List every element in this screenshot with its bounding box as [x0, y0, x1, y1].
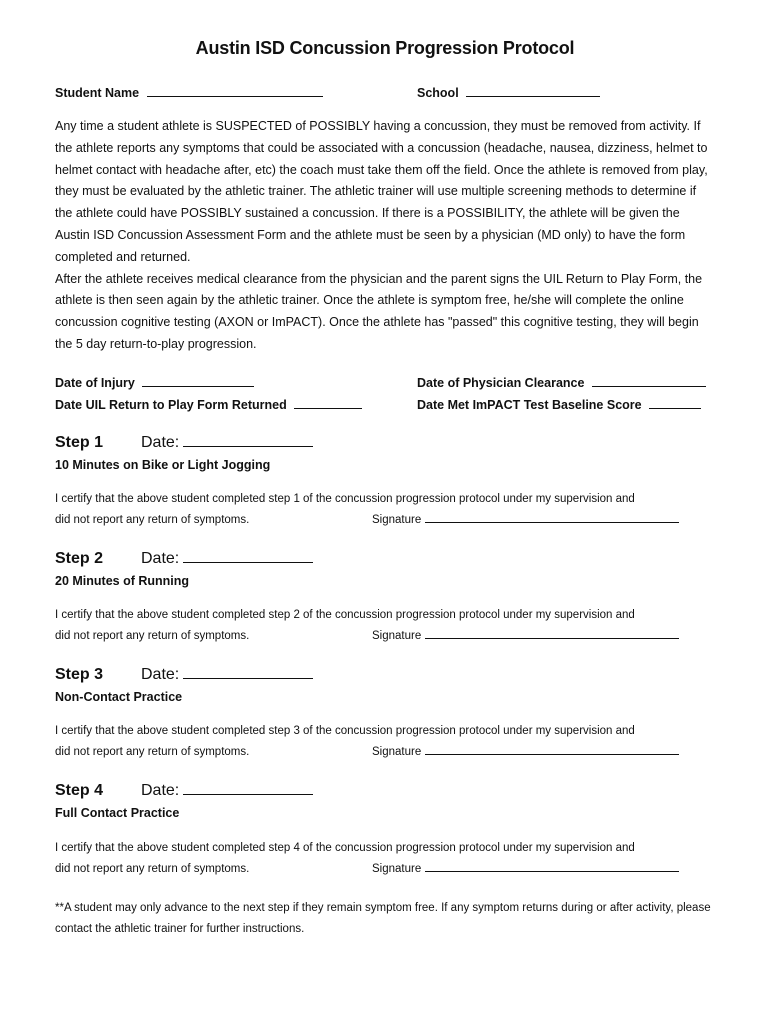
step-3-date-label: Date:: [141, 666, 180, 683]
step-3-signature-label: Signature: [372, 745, 422, 758]
step-1-certify-line-2: did not report any return of symptoms.: [55, 513, 250, 526]
step-4-date-label: Date:: [141, 782, 180, 799]
step-1-date-label: Date:: [141, 434, 180, 451]
step-1-date-blank[interactable]: [183, 432, 313, 447]
step-3-heading: [55, 664, 313, 684]
step-4-date-blank[interactable]: [183, 780, 313, 795]
step-4-certify-line-1: I certify that the above student completed step 4 of the concussion progression protocol under my supervision and: [55, 842, 635, 854]
step-4-certify-row-2: [55, 859, 725, 880]
step-3-signature: [372, 742, 679, 763]
step-1-activity: 10 Minutes on Bike or Light Jogging: [55, 458, 271, 472]
step-1-certify-line-1: I certify that the above student completed step 1 of the concussion progression protocol under my supervision and: [55, 493, 635, 505]
footnote: **A student may only advance to the next step if they remain symptom free. If any symptom returns during or after activity, please contact the athletic trainer for further instructions.: [55, 902, 711, 935]
step-2-signature-label: Signature: [372, 629, 422, 642]
student-name-field: [55, 84, 323, 100]
step-3-activity: Non-Contact Practice: [55, 690, 183, 704]
step-1-certification: [55, 489, 725, 530]
step-4-certification: [55, 838, 725, 879]
step-4-heading: [55, 780, 313, 800]
uil-form-date-blank[interactable]: [294, 396, 362, 409]
step-3-certify-line-1: I certify that the above student completed step 3 of the concussion progression protocol under my supervision and: [55, 725, 635, 737]
step-4-signature: [372, 859, 679, 880]
injury-date-label: Date of Injury: [55, 376, 135, 390]
page-title: Austin ISD Concussion Progression Protocol: [195, 38, 575, 58]
step-2-signature-blank[interactable]: [425, 626, 679, 639]
school-blank[interactable]: [466, 84, 600, 97]
step-3-certification: [55, 721, 725, 762]
impact-baseline-label: Date Met ImPACT Test Baseline Score: [417, 398, 642, 412]
step-2-certify-line-2: did not report any return of symptoms.: [55, 629, 250, 642]
impact-baseline-blank[interactable]: [649, 396, 701, 409]
uil-form-date-field: [55, 396, 362, 412]
intro-paragraph-2: After the athlete receives medical clearance from the physician and the parent signs the UIL Return to Play Form, the athlete is then seen again by the athletic trainer. Once the athlete is symptom free, he/she will complete the online concussion cognitive testing (AXON or ImPACT). Once the athlete has "passed" this cognitive testing, they will begin the 5 day return-to-play progression.: [55, 271, 703, 351]
impact-baseline-field: [417, 396, 701, 412]
injury-date-blank[interactable]: [142, 374, 254, 387]
step-3-certify-row-2: [55, 742, 725, 763]
step-1-signature-label: Signature: [372, 513, 422, 526]
step-1-title: Step 1: [55, 434, 104, 451]
step-2-title: Step 2: [55, 550, 104, 567]
uil-form-date-label: Date UIL Return to Play Form Returned: [55, 398, 287, 412]
step-2-certify-row-2: [55, 626, 725, 647]
step-1-signature: [372, 510, 679, 531]
student-name-blank[interactable]: [147, 84, 323, 97]
school-label: School: [417, 86, 459, 100]
step-2-heading: [55, 548, 313, 568]
step-4-signature-label: Signature: [372, 862, 422, 875]
step-3-signature-blank[interactable]: [425, 742, 679, 755]
step-2-date-blank[interactable]: [183, 548, 313, 563]
step-4-certify-line-2: did not report any return of symptoms.: [55, 862, 250, 875]
step-2-certification: [55, 605, 725, 646]
step-3-date-blank[interactable]: [183, 664, 313, 679]
step-1-certify-row-2: [55, 510, 725, 531]
student-name-label: Student Name: [55, 86, 140, 100]
physician-clearance-blank[interactable]: [592, 374, 706, 387]
intro-text: [55, 116, 715, 356]
step-2-activity: 20 Minutes of Running: [55, 574, 190, 588]
step-1-heading: [55, 432, 313, 452]
step-1-signature-blank[interactable]: [425, 510, 679, 523]
step-2-date-label: Date:: [141, 550, 180, 567]
step-4-title: Step 4: [55, 782, 104, 799]
injury-date-field: [55, 374, 254, 390]
step-2-signature: [372, 626, 679, 647]
step-3-certify-line-2: did not report any return of symptoms.: [55, 745, 250, 758]
step-2-certify-line-1: I certify that the above student completed step 2 of the concussion progression protocol under my supervision and: [55, 609, 635, 621]
step-3-title: Step 3: [55, 666, 104, 683]
school-field: [417, 84, 600, 100]
physician-clearance-label: Date of Physician Clearance: [417, 376, 585, 390]
intro-paragraph-1: Any time a student athlete is SUSPECTED of POSSIBLY having a concussion, they must be removed from activity. If the athlete reports any symptoms that could be associated with a concussion (headache, nausea, dizziness, helmet to helmet contact with headache after, etc) the coach must take them off the field. Once the athlete is removed from play, they must be evaluated by the athletic trainer. The athletic trainer will use multiple screening methods to determine if the athlete could have POSSIBLY sustained a concussion. If there is a POSSIBILITY, the athlete will be given the Austin ISD Concussion Assessment Form and the athlete must be seen by a physician (MD only) to have the form completed and returned.: [55, 119, 708, 264]
physician-clearance-field: [417, 374, 706, 390]
step-4-signature-blank[interactable]: [425, 859, 679, 872]
step-4-activity: Full Contact Practice: [55, 806, 180, 820]
